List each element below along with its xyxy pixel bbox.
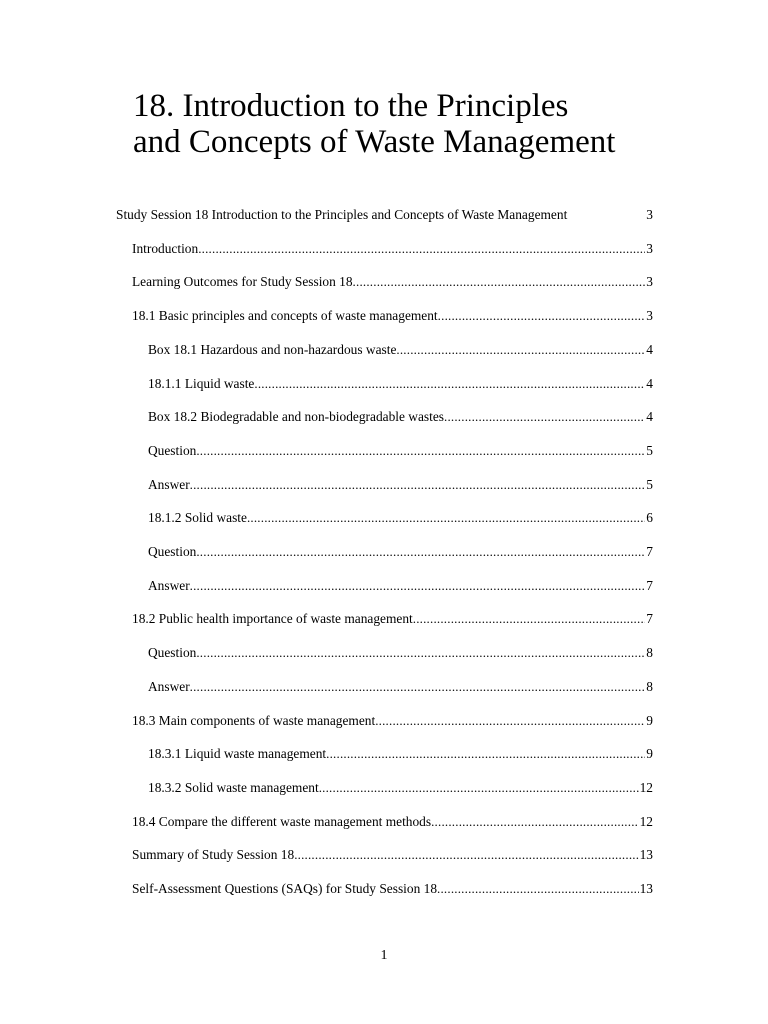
toc-entry-label: Answer [148,577,190,593]
toc-entry-page-number: 9 [646,712,653,728]
toc-entry-page-number: 7 [646,611,653,627]
toc-entry-label: Introduction [132,240,199,256]
toc-entry-page-number: 9 [646,746,653,762]
toc-entry[interactable] [132,608,653,630]
toc-dot-leader [319,777,639,799]
toc-entry[interactable] [148,440,653,462]
toc-entry-page-number: 4 [646,409,653,425]
toc-entry-page-number: 12 [639,779,653,795]
toc-entry[interactable] [148,575,653,597]
toc-entry[interactable] [132,271,653,293]
toc-entry[interactable] [148,474,653,496]
toc-entry-page-number: 13 [639,881,653,896]
toc-entry[interactable] [148,676,653,698]
toc-entry-label: Answer [148,678,190,694]
toc-dot-leader [375,710,645,732]
toc-entry-page-number: 8 [646,645,653,661]
toc-entry[interactable] [148,406,653,428]
toc-dot-leader [353,271,646,293]
toc-dot-leader [198,238,645,260]
toc-dot-leader [196,440,645,462]
toc-dot-leader [196,541,645,563]
page-number: 1 [380,948,388,963]
toc-entry-label: Self-Assessment Questions (SAQs) for Study Session 18 [132,881,438,896]
toc-entry-page-number: 3 [646,240,653,256]
page-title-line-2: and Concepts of Waste Management [133,124,616,160]
toc-entry[interactable] [132,878,653,900]
toc-entry-page-number: 3 [646,274,653,290]
toc-dot-leader [196,642,645,664]
toc-entry-label: Box 18.2 Biodegradable and non-biodegradable wastes [148,409,444,425]
toc-entry-page-number: 3 [646,308,653,324]
toc-entry-label: 18.1 Basic principles and concepts of waste management [132,308,438,324]
toc-dot-leader [247,507,645,529]
toc-entry-label: 18.1.1 Liquid waste [148,375,255,391]
toc-entry-page-number: 4 [646,375,653,391]
toc-entry-label: Box 18.1 Hazardous and non-hazardous waste [148,341,397,357]
toc-entry[interactable] [148,743,653,765]
toc-entry-label: 18.3 Main components of waste management [132,712,376,728]
toc-entry-label: 18.4 Compare the different waste management methods [132,813,432,829]
toc-entry-label: Question [148,442,197,458]
toc-entry[interactable] [132,238,653,260]
toc-entry-page-number: 4 [646,341,653,357]
toc-entry-label: 18.1.2 Solid waste [148,510,247,526]
toc-entry-page-number: 7 [646,544,653,559]
toc-dot-leader [294,844,638,866]
toc-entry-page-number: 7 [646,577,653,593]
toc-dot-leader [396,339,645,361]
toc-dot-leader [190,575,646,597]
toc-entry-page-number: 8 [646,678,653,694]
toc-dot-leader [437,878,639,900]
toc-entry[interactable] [132,710,653,732]
toc-entry[interactable] [148,507,653,529]
toc-entry-page-number: 3 [646,207,653,222]
toc-entry[interactable] [148,777,653,799]
toc-entry-label: 18.3.1 Liquid waste management [148,746,327,762]
toc-entry-label: Learning Outcomes for Study Session 18 [132,274,353,290]
toc-entry-label: 18.2 Public health importance of waste management [132,611,413,627]
toc-entry-label: Summary of Study Session 18 [132,847,295,863]
toc-entry-label: Question [148,645,197,661]
toc-dot-leader [413,608,646,630]
toc-entry[interactable] [148,642,653,664]
toc-entry-label: Study Session 18 Introduction to the Principles and Concepts of Waste Management [116,207,568,222]
toc-entry-page-number: 6 [646,510,653,526]
toc-entry[interactable] [132,305,653,327]
toc-entry-page-number: 12 [639,813,653,829]
page-title [133,88,733,160]
toc-entry-label: Question [148,544,197,559]
toc-entry[interactable] [132,811,653,833]
toc-entry[interactable] [148,339,653,361]
toc-entry-page-number: 5 [646,442,653,458]
toc-entry[interactable] [148,373,653,395]
toc-entry[interactable] [132,844,653,866]
toc-dot-leader [444,406,645,428]
toc-dot-leader [254,373,645,395]
toc-dot-leader [326,743,645,765]
page-title-line-1: 18. Introduction to the Principles [133,88,569,124]
toc-entry-page-number: 5 [646,476,653,492]
toc-entry-page-number: 13 [639,847,653,863]
toc-dot-leader [190,474,646,496]
toc-entry[interactable] [116,204,653,226]
toc-entry-label: 18.3.2 Solid waste management [148,779,319,795]
toc-entry[interactable] [148,541,653,563]
toc-dot-leader [431,811,639,833]
toc-dot-leader [438,305,646,327]
toc-entry-label: Answer [148,476,190,492]
toc-dot-leader [190,676,646,698]
